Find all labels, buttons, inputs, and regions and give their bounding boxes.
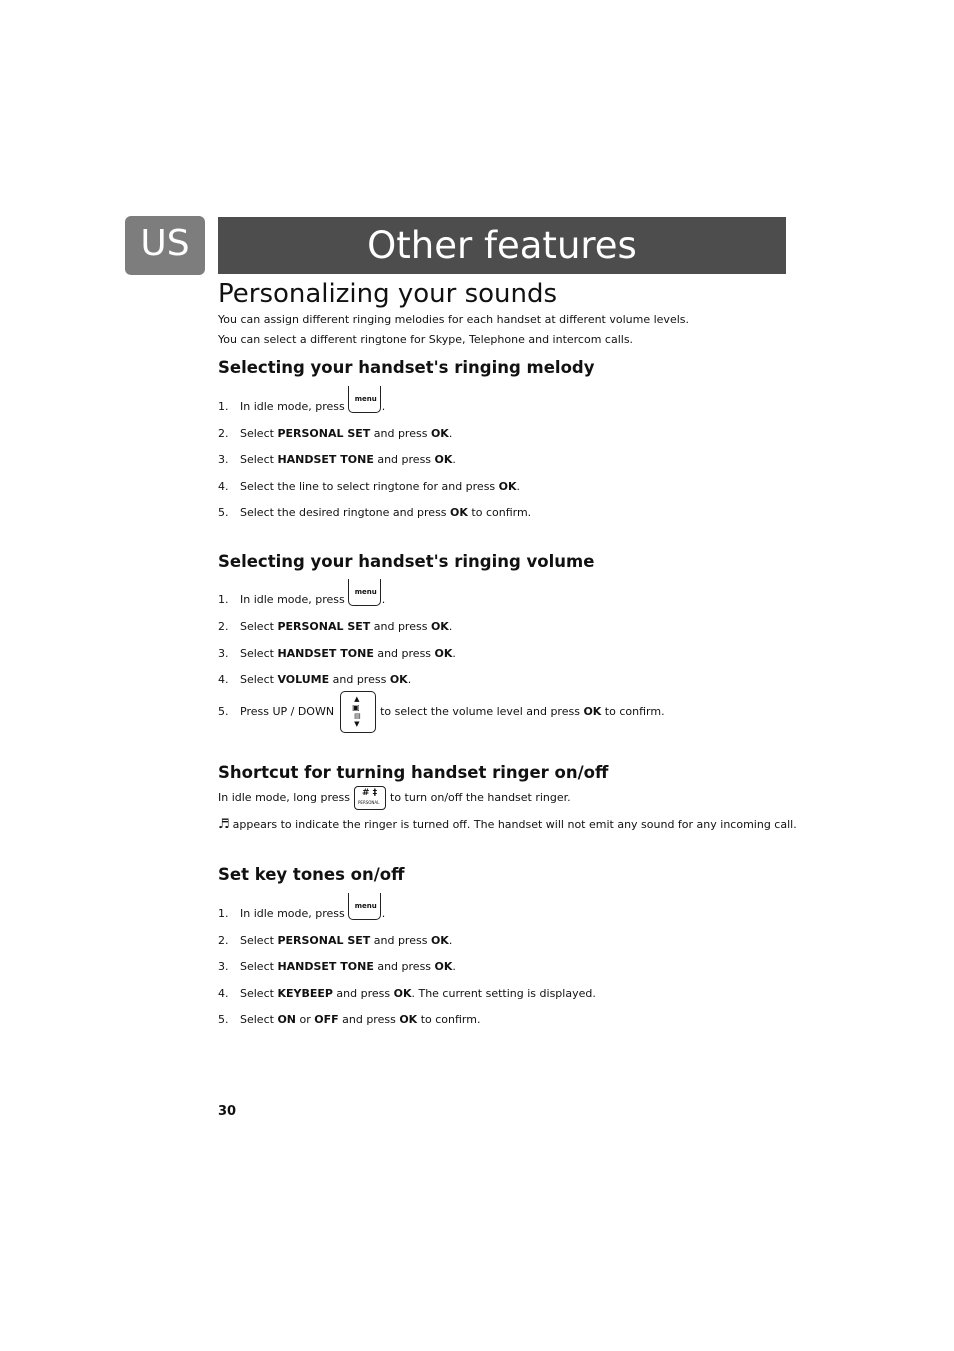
melody-step-3: 3. Select HANDSET TONE and press OK. xyxy=(218,453,456,466)
step-number: 1. xyxy=(218,400,229,413)
intro-line-1: You can assign different ringing melodies for each handset at different volume levels. xyxy=(218,313,689,326)
shortcut-line-1: In idle mode, long press # ‡ PERSONAL to turn on/off the handset ringer. xyxy=(218,786,571,810)
menu-key-icon: menu xyxy=(348,386,381,413)
volume-step-3: 3. Select HANDSET TONE and press OK. xyxy=(218,647,456,660)
volume-step-1: 1. In idle mode, press menu . xyxy=(218,579,385,606)
keytones-step-5: 5. Select ON or OFF and press OK to confirm. xyxy=(218,1013,481,1026)
keytones-step-3: 3. Select HANDSET TONE and press OK. xyxy=(218,960,456,973)
menu-key-icon: menu xyxy=(348,579,381,606)
section-title: Personalizing your sounds xyxy=(218,279,558,309)
shortcut-line-2: ♬ appears to indicate the ringer is turned off. The handset will not emit any sound for any incoming call. xyxy=(218,817,797,832)
keytones-heading: Set key tones on/off xyxy=(218,865,405,884)
hash-key-icon: # ‡ PERSONAL xyxy=(354,786,386,810)
volume-heading: Selecting your handset's ringing volume xyxy=(218,552,595,571)
step-text: In idle mode, press xyxy=(240,400,345,413)
language-tab: US xyxy=(125,216,205,275)
menu-key-icon: menu xyxy=(348,893,381,920)
ringer-off-icon: ♬ xyxy=(218,817,230,832)
melody-heading: Selecting your handset's ringing melody xyxy=(218,358,595,377)
volume-step-4: 4. Select VOLUME and press OK. xyxy=(218,673,412,686)
melody-step-2: 2. Select PERSONAL SET and press OK. xyxy=(218,427,453,440)
keytones-step-4: 4. Select KEYBEEP and press OK. The current setting is displayed. xyxy=(218,987,596,1000)
intro-line-2: You can select a different ringtone for Skype, Telephone and intercom calls. xyxy=(218,333,634,346)
shortcut-heading: Shortcut for turning handset ringer on/off xyxy=(218,763,609,782)
volume-step-2: 2. Select PERSONAL SET and press OK. xyxy=(218,620,453,633)
melody-step-4: 4. Select the line to select ringtone for and press OK. xyxy=(218,480,521,493)
keytones-step-2: 2. Select PERSONAL SET and press OK. xyxy=(218,934,453,947)
page-number: 30 xyxy=(218,1104,237,1119)
volume-step-5: 5. Press UP / DOWN ▲ ▣ ▤ ▼ to select the volume level and press OK to confirm. xyxy=(218,691,665,733)
chapter-title: Other features xyxy=(218,217,786,274)
melody-step-5: 5. Select the desired ringtone and press OK to confirm. xyxy=(218,506,532,519)
melody-step-1: 1. In idle mode, press menu . xyxy=(218,386,385,413)
keytones-step-1: 1. In idle mode, press menu . xyxy=(218,893,385,920)
navigation-key-icon: ▲ ▣ ▤ ▼ xyxy=(340,691,376,733)
